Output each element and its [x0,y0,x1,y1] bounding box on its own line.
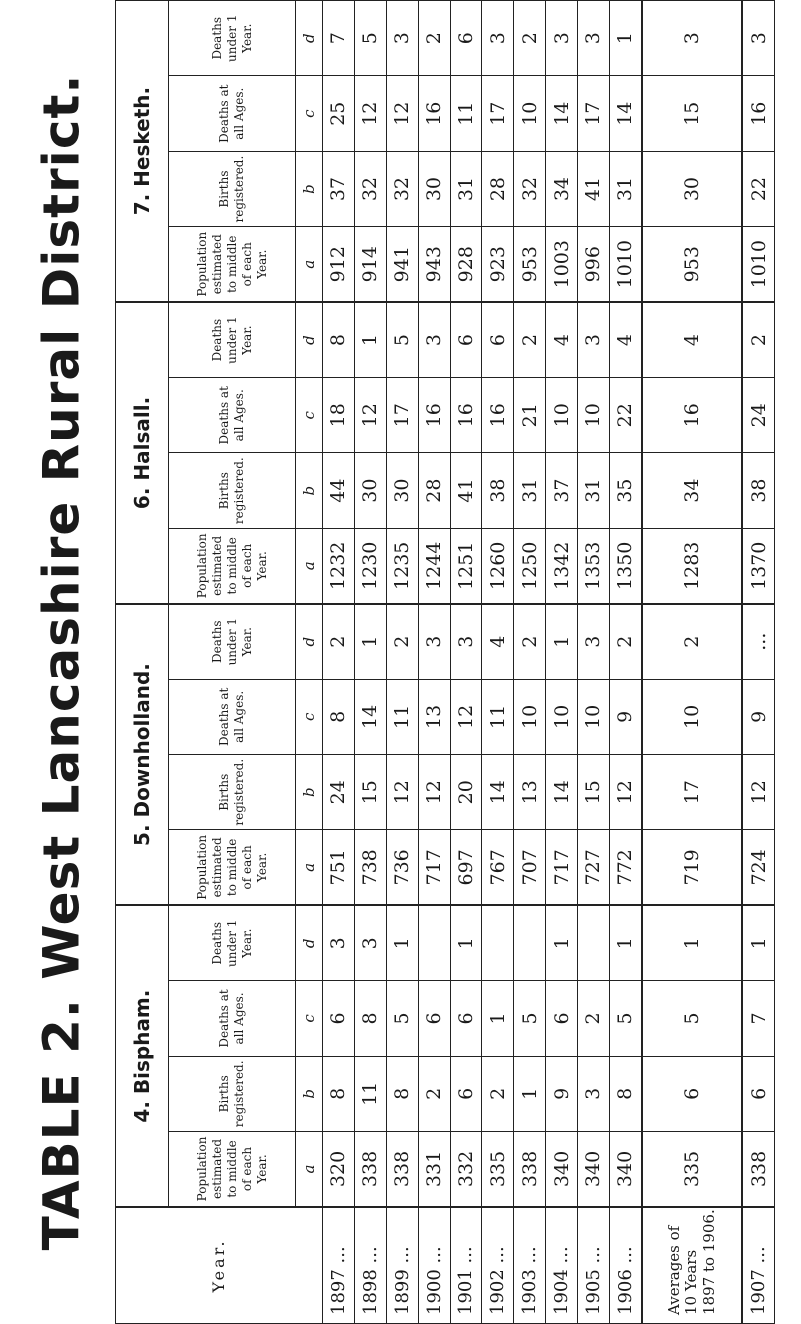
table-cell: 25 [323,76,355,151]
table-cell: 38 [482,453,514,528]
table-cell: 340 [609,1132,641,1207]
column-header: Deaths under 1 Year. [169,302,296,377]
table-cell: 2 [418,1,450,76]
table-cell: 17 [578,76,610,151]
table-cell: 15 [642,76,742,151]
year-cell: 1906 ... [609,1207,641,1324]
table-cell: 24 [323,755,355,830]
table-cell: 338 [386,1132,418,1207]
table-cell: 8 [354,981,386,1056]
table-cell: 4 [609,302,641,377]
table-cell: 12 [386,755,418,830]
table-cell: 2 [514,1,546,76]
table-cell: 1 [546,604,578,679]
column-symbol: b [296,453,323,528]
table-row [514,1,546,1324]
column-symbol: d [296,302,323,377]
table-title-block [15,0,107,1324]
table-cell: 30 [418,151,450,226]
year-cell: 1903 ... [514,1207,546,1324]
table-cell: 3 [578,302,610,377]
table-cell: 2 [514,604,546,679]
table-cell: 1 [482,981,514,1056]
table-cell: 16 [418,76,450,151]
column-symbol: a [296,1132,323,1207]
table-row [386,1,418,1324]
table-cell: 1010 [742,227,775,302]
table-cell: 697 [450,830,482,905]
table-body [323,1,775,1324]
table-cell: 31 [578,453,610,528]
table-cell: 17 [642,755,742,830]
table-cell: 2 [514,302,546,377]
column-header: Deaths under 1 Year. [169,604,296,679]
table-cell: 1 [386,905,418,980]
table-cell: 8 [323,679,355,754]
column-symbol: c [296,981,323,1056]
table-cell: 3 [386,1,418,76]
table-cell: 5 [386,302,418,377]
table-cell: 10 [514,76,546,151]
column-label-row [169,1,296,1324]
table-cell: 941 [386,227,418,302]
table-cell: 1 [514,1056,546,1131]
table-row [323,1,355,1324]
year-cell: 1901 ... [450,1207,482,1324]
table-cell: 4 [642,302,742,377]
table-cell: 28 [418,453,450,528]
table-cell: 1250 [514,528,546,603]
table-cell: 3 [482,1,514,76]
table-cell: 717 [546,830,578,905]
table-cell: 719 [642,830,742,905]
table-cell: 31 [450,151,482,226]
column-header: Population estimated to middle of each Year. [169,830,296,905]
column-header: Births registered. [169,453,296,528]
table-cell: 1 [354,302,386,377]
table-cell: 37 [323,151,355,226]
table-cell: 30 [354,453,386,528]
table-cell: 751 [323,830,355,905]
table-cell: 3 [418,604,450,679]
table-cell: 338 [514,1132,546,1207]
table-cell: 6 [742,1056,775,1131]
statistics-table-wrapper [115,0,775,1324]
table-cell: 30 [386,453,418,528]
table-cell: 2 [482,1056,514,1131]
table-cell: 10 [578,378,610,453]
column-symbol: b [296,1056,323,1131]
table-cell: 996 [578,227,610,302]
table-cell: 1 [546,905,578,980]
table-cell [514,905,546,980]
table-cell: 2 [386,604,418,679]
table-row [354,1,386,1324]
table-cell: 10 [546,679,578,754]
table-cell: 6 [482,302,514,377]
table-cell: 335 [482,1132,514,1207]
table-cell: 1350 [609,528,641,603]
column-header: Deaths at all Ages. [169,981,296,1056]
table-cell: 11 [354,1056,386,1131]
column-symbol-row [296,1,323,1324]
table-cell: 21 [514,378,546,453]
column-symbol: c [296,378,323,453]
district-header: 4. Bispham. [116,905,169,1207]
table-cell: 32 [514,151,546,226]
table-cell: 44 [323,453,355,528]
table-cell: 1251 [450,528,482,603]
table-cell: 22 [609,378,641,453]
table-row [578,1,610,1324]
district-header: 5. Downholland. [116,604,169,906]
table-cell: 943 [418,227,450,302]
table-cell: 1 [609,1,641,76]
table-cell: 1 [354,604,386,679]
column-symbol: a [296,528,323,603]
table-cell [578,905,610,980]
column-symbol: b [296,755,323,830]
table-cell: 4 [546,302,578,377]
table-cell: 31 [514,453,546,528]
year-cell: 1907 ... [742,1207,775,1324]
column-header: Deaths under 1 Year. [169,1,296,76]
table-cell: 1 [742,905,775,980]
table-cell: 12 [742,755,775,830]
table-cell: 335 [642,1132,742,1207]
table-cell: 41 [578,151,610,226]
table-cell: 6 [546,981,578,1056]
table-cell: 928 [450,227,482,302]
table-cell: 12 [609,755,641,830]
table-cell: 34 [642,453,742,528]
column-header: Births registered. [169,755,296,830]
table-cell: 6 [418,981,450,1056]
table-cell: 8 [323,1056,355,1131]
table-cell: 3 [642,1,742,76]
table-cell: 15 [578,755,610,830]
table-cell: 18 [323,378,355,453]
table-cell: 5 [609,981,641,1056]
column-symbol: c [296,76,323,151]
table-cell: 12 [450,679,482,754]
table-cell: 34 [546,151,578,226]
table-row [418,1,450,1324]
table-cell: 6 [450,1,482,76]
table-cell: 2 [642,604,742,679]
table-cell: 3 [546,1,578,76]
table-cell: 2 [323,604,355,679]
table-cell [418,905,450,980]
table-cell: 1010 [609,227,641,302]
table-cell: 912 [323,227,355,302]
table-cell: 6 [450,981,482,1056]
table-cell: 1 [450,905,482,980]
table-cell: 11 [450,76,482,151]
table-cell: 1 [609,905,641,980]
table-cell: 14 [546,76,578,151]
table-cell: 1003 [546,227,578,302]
table-cell: 736 [386,830,418,905]
table-row [482,1,514,1324]
table-cell: 17 [386,378,418,453]
table-cell: 14 [482,755,514,830]
column-symbol: d [296,905,323,980]
year-cell: 1897 ... [323,1207,355,1324]
column-symbol: a [296,830,323,905]
table-cell: 727 [578,830,610,905]
table-cell: 1283 [642,528,742,603]
table-cell: 32 [386,151,418,226]
table-cell: 3 [578,1,610,76]
table-cell: 1370 [742,528,775,603]
table-cell: 24 [742,378,775,453]
table-cell: 320 [323,1132,355,1207]
table-cell: 6 [642,1056,742,1131]
year-cell: 1898 ... [354,1207,386,1324]
table-cell: 914 [354,227,386,302]
year-cell: Averages of 10 Years 1897 to 1906. [642,1207,742,1324]
column-header: Deaths at all Ages. [169,679,296,754]
table-cell: 6 [450,1056,482,1131]
table-cell: 1342 [546,528,578,603]
year-cell: 1899 ... [386,1207,418,1324]
table-cell: 2 [742,302,775,377]
table-cell: 3 [354,905,386,980]
table-cell: 10 [642,679,742,754]
table-cell: 16 [418,378,450,453]
column-header: Births registered. [169,1056,296,1131]
table-cell: 9 [546,1056,578,1131]
year-cell: 1900 ... [418,1207,450,1324]
table-cell: 1260 [482,528,514,603]
table-cell: 3 [450,604,482,679]
table-cell [482,905,514,980]
table-cell: 707 [514,830,546,905]
table-cell: 16 [642,378,742,453]
table-cell: 37 [546,453,578,528]
table-cell: 8 [609,1056,641,1131]
table-cell: 30 [642,151,742,226]
table-cell: 31 [609,151,641,226]
table-cell: 5 [642,981,742,1056]
table-cell: 7 [742,981,775,1056]
table-cell: 13 [418,679,450,754]
table-cell: 1353 [578,528,610,603]
table-cell: 16 [742,76,775,151]
table-cell: 12 [386,76,418,151]
table-cell: 32 [354,151,386,226]
table-cell: 772 [609,830,641,905]
table-cell: 2 [609,604,641,679]
district-header-row [116,1,169,1324]
column-header: Deaths at all Ages. [169,378,296,453]
table-cell: 717 [418,830,450,905]
table-cell: 10 [514,679,546,754]
table-row [450,1,482,1324]
table-cell: 6 [450,302,482,377]
averages-row [642,1,742,1324]
table-cell: 12 [418,755,450,830]
final-year-row [742,1,775,1324]
table-cell: 3 [742,1,775,76]
table-cell: 2 [578,981,610,1056]
table-cell: 2 [418,1056,450,1131]
table-cell: 953 [514,227,546,302]
table-cell: 28 [482,151,514,226]
table-row [609,1,641,1324]
table-cell: 340 [578,1132,610,1207]
table-cell: 14 [354,679,386,754]
table-cell: 767 [482,830,514,905]
table-cell: 5 [354,1,386,76]
column-header: Births registered. [169,151,296,226]
table-cell: 16 [482,378,514,453]
table-cell: 5 [386,981,418,1056]
table-cell: 10 [578,679,610,754]
table-cell: 6 [323,981,355,1056]
table-cell: 1232 [323,528,355,603]
table-cell: 1244 [418,528,450,603]
table-row [546,1,578,1324]
column-header: Deaths at all Ages. [169,76,296,151]
table-cell: 16 [450,378,482,453]
table-cell: 953 [642,227,742,302]
table-cell: 22 [742,151,775,226]
table-cell: 340 [546,1132,578,1207]
table-cell: ... [742,604,775,679]
table-cell: 4 [482,604,514,679]
table-cell: 38 [742,453,775,528]
table-cell: 1 [642,905,742,980]
table-cell: 724 [742,830,775,905]
year-column-header: Year. [116,1207,323,1324]
table-cell: 17 [482,76,514,151]
table-cell: 15 [354,755,386,830]
table-cell: 1230 [354,528,386,603]
table-cell: 3 [578,1056,610,1131]
table-cell: 3 [578,604,610,679]
table-cell: 10 [546,378,578,453]
table-cell: 338 [354,1132,386,1207]
table-cell: 7 [323,1,355,76]
statistics-table [115,0,775,1324]
table-cell: 41 [450,453,482,528]
column-header: Deaths under 1 Year. [169,905,296,980]
year-cell: 1905 ... [578,1207,610,1324]
table-cell: 331 [418,1132,450,1207]
table-cell: 338 [742,1132,775,1207]
table-cell: 738 [354,830,386,905]
column-symbol: b [296,151,323,226]
table-cell: 13 [514,755,546,830]
table-cell: 1235 [386,528,418,603]
table-cell: 14 [546,755,578,830]
table-cell: 9 [609,679,641,754]
column-header: Population estimated to middle of each Year. [169,227,296,302]
column-header: Population estimated to middle of each Year. [169,1132,296,1207]
table-cell: 3 [323,905,355,980]
table-title: TABLE 2. West Lancashire Rural District. [32,73,90,1251]
column-symbol: a [296,227,323,302]
table-cell: 35 [609,453,641,528]
table-cell: 8 [323,302,355,377]
column-symbol: c [296,679,323,754]
year-cell: 1904 ... [546,1207,578,1324]
table-cell: 12 [354,378,386,453]
column-header: Population estimated to middle of each Year. [169,528,296,603]
table-cell: 5 [514,981,546,1056]
year-cell: 1902 ... [482,1207,514,1324]
column-symbol: d [296,604,323,679]
table-cell: 332 [450,1132,482,1207]
table-cell: 12 [354,76,386,151]
table-cell: 11 [386,679,418,754]
table-cell: 9 [742,679,775,754]
table-cell: 3 [418,302,450,377]
table-cell: 923 [482,227,514,302]
table-cell: 8 [386,1056,418,1131]
district-header: 6. Halsall. [116,302,169,604]
district-header: 7. Hesketh. [116,1,169,303]
table-cell: 11 [482,679,514,754]
table-cell: 14 [609,76,641,151]
column-symbol: d [296,1,323,76]
table-cell: 20 [450,755,482,830]
